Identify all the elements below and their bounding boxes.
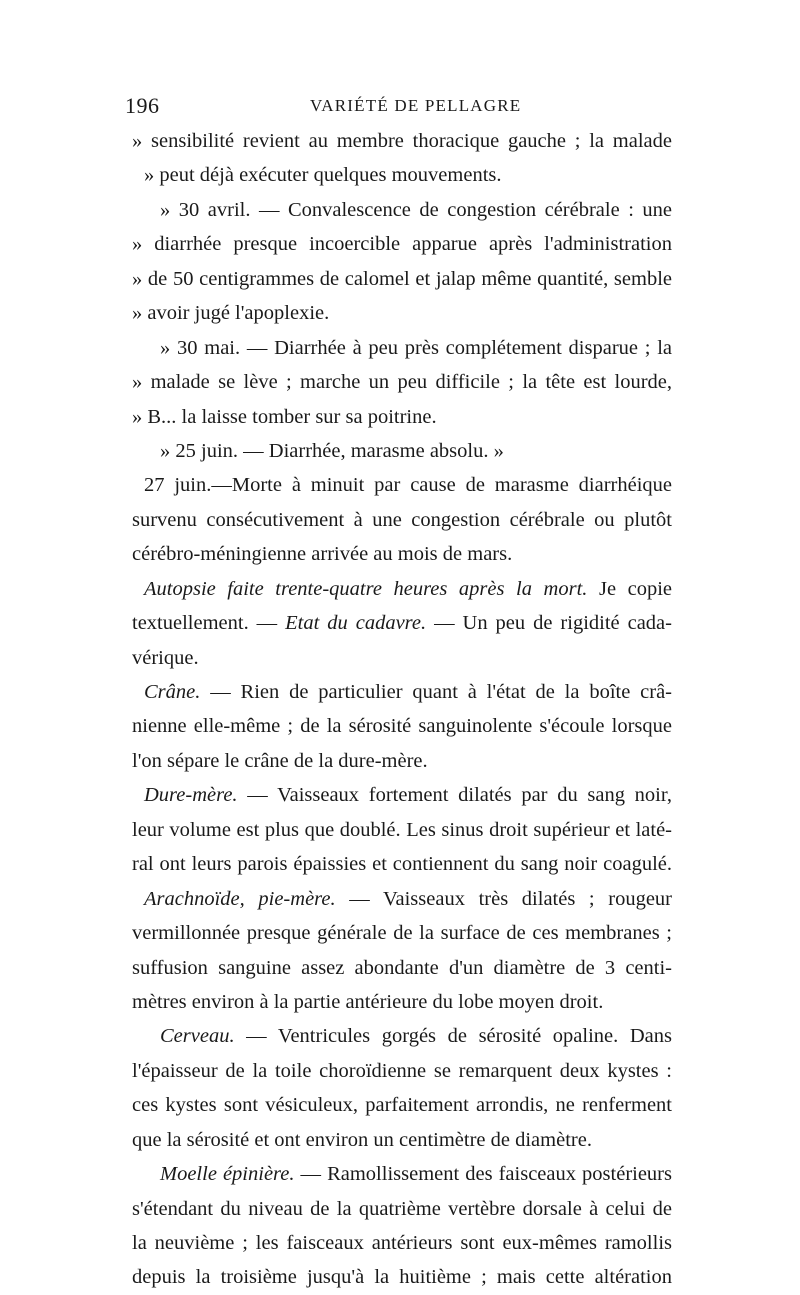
text-line: survenu consécutivement à une congestion cérébrale ou plutôt	[132, 508, 672, 531]
text-line: suffusion sanguine assez abondante d'un diamètre de 3 centi-	[132, 956, 672, 979]
text-line: que la sérosité et ont environ un centimètre de diamètre.	[132, 1128, 592, 1151]
text-line: » 30 mai. — Diarrhée à peu près complétement disparue ; la	[160, 336, 672, 359]
text-line: leur volume est plus que doublé. Les sinus droit supérieur et laté-	[132, 818, 672, 841]
text-line: » de 50 centigrammes de calomel et jalap même quantité, semble	[132, 267, 672, 290]
text-line: » peut déjà exécuter quelques mouvements.	[144, 164, 502, 187]
page-number: 196	[125, 93, 160, 118]
text-line: Arachnoïde, pie-mère. — Vaisseaux très dilatés ; rougeur	[144, 887, 673, 910]
text-line: ces kystes sont vésiculeux, parfaitement arrondis, ne renferment	[132, 1094, 672, 1117]
text-line: l'on sépare le crâne de la dure-mère.	[132, 749, 428, 772]
body-text	[132, 124, 672, 1295]
text-line: Moelle épinière. — Ramollissement des faisceaux postérieurs	[160, 1163, 672, 1186]
text-line: textuellement. — Etat du cadavre. — Un peu de rigidité cada-	[132, 612, 672, 635]
text-line: cérébro-méningienne arrivée au mois de mars.	[132, 543, 513, 566]
text-line: Dure-mère. — Vaisseaux fortement dilatés par du sang noir,	[144, 784, 672, 807]
text-line: » 30 avril. — Convalescence de congestion cérébrale : une	[160, 198, 672, 221]
text-line: Crâne. — Rien de particulier quant à l'état de la boîte crâ-	[144, 681, 672, 703]
text-line: nienne elle-même ; de la sérosité sanguinolente s'écoule lorsque	[132, 715, 672, 738]
text-line: mètres environ à la partie antérieure du lobe moyen droit.	[132, 990, 604, 1013]
text-line: vérique.	[132, 646, 199, 669]
text-line: vermillonnée presque générale de la surface de ces membranes ;	[132, 922, 672, 945]
text-line: » B... la laisse tomber sur sa poitrine.	[132, 405, 437, 428]
text-line: s'étendant du niveau de la quatrième vertèbre dorsale à celui de	[132, 1197, 672, 1220]
text-line: ral ont leurs parois épaissies et contiennent du sang noir coagulé.	[132, 853, 672, 876]
text-line: Cerveau. — Ventricules gorgés de sérosité opaline. Dans	[160, 1025, 672, 1048]
running-title: VARIÉTÉ DE PELLAGRE	[310, 96, 522, 115]
page-header	[125, 93, 670, 123]
text-line: l'épaisseur de la toile choroïdienne se remarquent deux kystes :	[132, 1059, 672, 1082]
text-line: 27 juin.—Morte à minuit par cause de marasme diarrhéique	[144, 474, 672, 497]
text-line: » avoir jugé l'apoplexie.	[132, 302, 330, 325]
text-line: depuis la troisième jusqu'à la huitième ; mais cette altération	[132, 1266, 672, 1289]
text-line: » 25 juin. — Diarrhée, marasme absolu. »	[160, 439, 504, 462]
text-line: » diarrhée presque incoercible apparue après l'administration	[132, 233, 672, 256]
text-line: » malade se lève ; marche un peu difficile ; la tête est lourde,	[132, 371, 672, 394]
text-line: » sensibilité revient au membre thoracique gauche ; la malade	[132, 130, 672, 152]
text-line: la neuvième ; les faisceaux antérieurs sont eux-mêmes ramollis	[132, 1232, 672, 1254]
text-line: Autopsie faite trente-quatre heures après la mort. Je copie	[144, 577, 672, 600]
